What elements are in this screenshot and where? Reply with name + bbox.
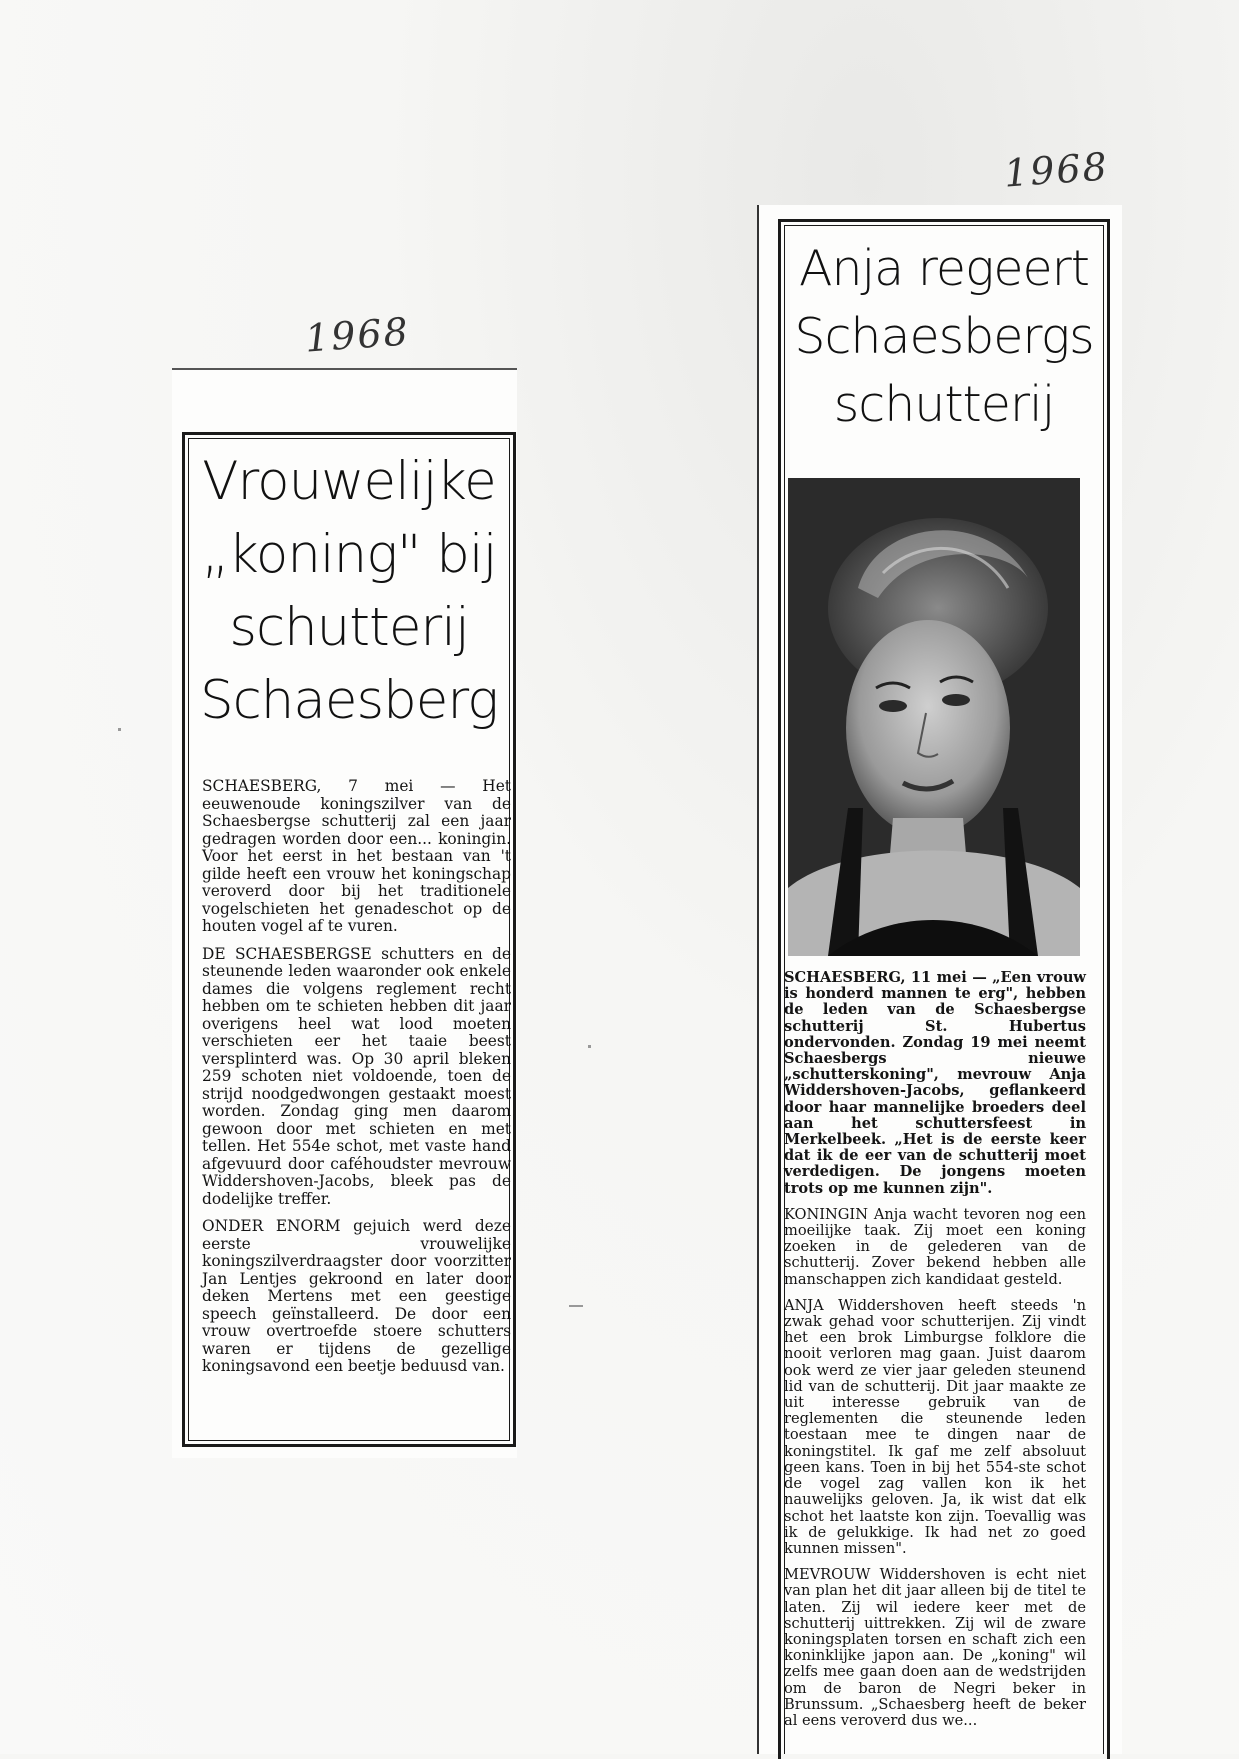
left-paragraph-1: SCHAESBERG, 7 mei — Het eeuwenoude koningszilver van de Schaesbergse schutterij zal een jaar gedragen worden door een... koningin. Voor het eerst in het bestaan van 't gilde heeft een vrouw het koningschap veroverd door bij het traditionele vogelschieten het genadeschot op de houten vogel af te vuren. — [202, 777, 511, 935]
right-article-body — [784, 970, 1086, 1739]
left-headline-line-3: schutterij — [229, 597, 469, 658]
scan-mark — [118, 728, 121, 731]
right-headline-line-2: Schaesbergs — [794, 308, 1094, 365]
right-paragraph-3: ANJA Widdershoven heeft steeds 'n zwak gehad voor schutterijen. Zij vindt het een brok Limburgse folklore die nooit verloren mag gaan. Juist daarom ook werd ze vier jaar geleden steunend lid van de schutterij. Dit jaar maakte ze uit interesse gebruik van de reglementen die steunende leden toestaan mee te dingen naar de koningstitel. Ik gaf me zelf absoluut geen kans. Toen in bij het 554-ste schot de vogel zag vallen kon ik het nauwelijks geloven. Ja, ik wist dat elk schot het laatste kon zijn. Toevallig was ik de gelukkige. Ik had net zo goed kunnen missen". — [784, 1296, 1086, 1557]
scan-mark — [588, 1045, 591, 1048]
handwritten-year-right: 1968 — [1002, 144, 1111, 196]
left-paragraph-2: DE SCHAESBERGSE schutters en de steunende leden waaronder ook enkele dames die volgens reglement recht hebben om te schieten hebben dit jaar overigens heel wat lood moeten verschieten eer het taaie beest versplinterd was. Op 30 april bleken 259 schoten niet voldoende, toen de strijd noodgedwongen gestaakt moest worden. Zondag ging men daarom gewoon door met schieten en met tellen. Het 554e schot, met vaste hand afgevuurd door caféhoudster mevrouw Widdershoven-Jacobs, bleek pas de dodelijke treffer. — [202, 944, 511, 1208]
right-headline-line-3: schutterij — [833, 376, 1055, 433]
left-article-body — [202, 778, 511, 1386]
right-headline — [790, 235, 1098, 439]
scan-mark — [569, 1305, 583, 1307]
right-paragraph-4: MEVROUW Widdershoven is echt niet van plan het dit jaar alleen bij de titel te laten. Zij wil iedere keer met de schutterij uittrekken. Zij wil de zware koningsplaten torsen en schaft zich een koninklijke japon aan. De „koning" wil zelfs mee gaan doen aan de wedstrijden om de baron de Negri beker in Brunssum. „Schaesberg heeft de beker al eens veroverd dus we... — [784, 1566, 1086, 1729]
right-headline-line-1: Anja regeert — [798, 240, 1090, 297]
portrait-photo — [788, 478, 1080, 956]
left-headline-line-4: Schaesberg — [200, 670, 498, 731]
left-headline-line-2: „koning" bij — [201, 524, 497, 585]
left-headline-line-1: Vrouwelijke — [202, 451, 496, 512]
portrait-illustration — [788, 478, 1080, 956]
handwritten-year-left: 1968 — [303, 309, 412, 361]
right-paragraph-2: KONINGIN Anja wacht tevoren nog een moeilijke taak. Zij moet een koning zoeken in de gelederen van de schutterij. Zover bekend hebben alle manschappen zich kandidaat gesteld. — [784, 1205, 1086, 1288]
left-paragraph-3: ONDER ENORM gejuich werd deze eerste vrouwelijke koningszilverdraagster door voorzitter Jan Lentjes gekroond en later door deken Mertens met een geestige speech geïnstalleerd. De door een vrouw overtroefde stoere schutters waren er tijdens de gezellige koningsavond een beetje beduusd van. — [202, 1217, 511, 1375]
right-paragraph-1: SCHAESBERG, 11 mei — „Een vrouw is honderd mannen te erg", hebben de leden van de Schaesbergse schutterij St. Hubertus ondervonden. Zondag 19 mei neemt Schaesbergs nieuwe „schutterskoning", mevrouw Anja Widdershoven-Jacobs, geflankeerd door haar mannelijke broeders deel aan het schuttersfeest in Merkelbeek. „Het is de eerste keer dat ik de eer van de schutterij moet verdedigen. De jongens moeten trots op me kunnen zijn". — [784, 969, 1086, 1197]
left-headline — [196, 445, 502, 737]
